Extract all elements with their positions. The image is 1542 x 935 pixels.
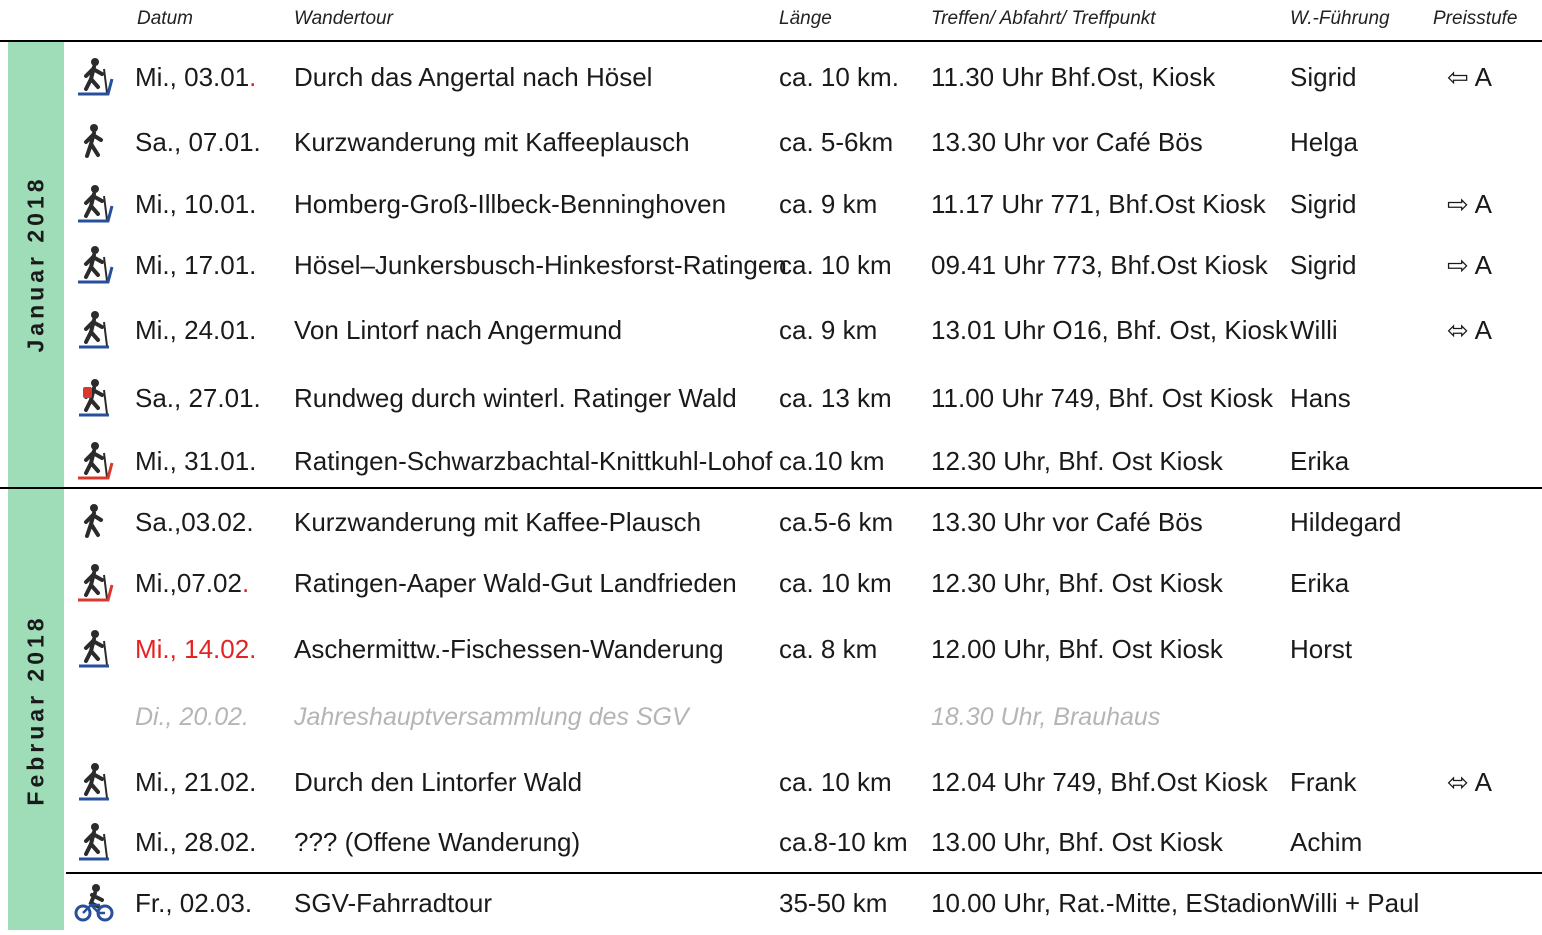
tour-length: ca.8-10 km xyxy=(779,827,908,857)
tour-name: Von Lintorf nach Angermund xyxy=(294,315,623,345)
tour-meeting-point: 13.01 Uhr O16, Bhf. Ost, Kiosk xyxy=(931,315,1288,345)
tour-meeting-point: 11.00 Uhr 749, Bhf. Ost Kiosk xyxy=(931,383,1274,413)
tour-name: Durch das Angertal nach Hösel xyxy=(294,62,653,92)
tour-row xyxy=(0,368,1542,428)
tour-date xyxy=(135,174,256,234)
event-row xyxy=(0,687,1542,747)
tour-length: ca.5-6 km xyxy=(779,507,894,537)
walker-icon xyxy=(74,502,114,542)
tour-date xyxy=(135,873,252,933)
tour-length: ca. 13 km xyxy=(779,383,892,413)
tour-leader: Sigrid xyxy=(1290,189,1357,219)
hiker-hill-icon xyxy=(74,184,114,224)
tour-leader: Helga xyxy=(1290,127,1358,157)
header-fuehrung: W.-Führung xyxy=(1290,8,1390,29)
tour-meeting-point: 13.30 Uhr vor Café Bös xyxy=(931,507,1203,537)
tour-meeting-point: 12.04 Uhr 749, Bhf.Ost Kiosk xyxy=(931,767,1268,797)
tour-date-text: Sa., 07.01. xyxy=(135,127,261,157)
tour-row xyxy=(0,492,1542,552)
header-wandertour: Wandertour xyxy=(294,8,393,29)
tour-meeting-point: 11.30 Uhr Bhf.Ost, Kiosk xyxy=(931,62,1216,92)
hiker-poles-icon xyxy=(74,762,114,802)
tour-leader: Erika xyxy=(1290,446,1350,476)
tour-name: SGV-Fahrradtour xyxy=(294,888,492,918)
tour-length: ca. 9 km xyxy=(779,315,878,345)
tour-name: Durch den Lintorfer Wald xyxy=(294,767,583,797)
tour-price-level: ⇨ A xyxy=(1447,189,1492,219)
tour-name: Jahreshauptversammlung des SGV xyxy=(294,703,689,731)
month-label-januar: Januar 2018 xyxy=(22,175,49,353)
tour-leader: Willi + Paul xyxy=(1290,888,1420,918)
tour-row xyxy=(0,235,1542,295)
tour-row xyxy=(0,619,1542,679)
tour-date-text: Mi., 31.01. xyxy=(135,446,257,476)
header-treffen: Treffen/ Abfahrt/ Treffpunkt xyxy=(931,8,1156,29)
walker-icon xyxy=(74,122,114,162)
hiker-hill-icon xyxy=(74,245,114,285)
tour-date xyxy=(135,492,254,552)
tour-date-text: Mi.,07.02 xyxy=(135,568,242,598)
tour-date-text: Mi., 14.02. xyxy=(135,634,257,664)
tour-meeting-point: 13.30 Uhr vor Café Bös xyxy=(931,127,1203,157)
tour-date xyxy=(135,235,256,295)
tour-leader: Erika xyxy=(1290,568,1350,598)
tour-date-text: Mi., 28.02. xyxy=(135,827,257,857)
tour-leader: Sigrid xyxy=(1290,250,1357,280)
tour-length: ca. 10 km xyxy=(779,767,892,797)
tour-date-text: Sa.,03.02. xyxy=(135,507,254,537)
tour-date xyxy=(135,812,256,872)
tour-date xyxy=(135,619,256,679)
tour-date-text: Mi., 24.01. xyxy=(135,315,257,345)
header-preisstufe: Preisstufe xyxy=(1433,8,1518,29)
tour-price-level: ⬄ A xyxy=(1447,767,1492,797)
header-datum: Datum xyxy=(137,8,193,29)
tour-date-text: Mi., 21.02. xyxy=(135,767,257,797)
tour-leader: Hildegard xyxy=(1290,507,1402,537)
tour-row xyxy=(0,112,1542,172)
tour-name: Aschermittw.-Fischessen-Wanderung xyxy=(294,634,724,664)
hiker-red-hill-icon xyxy=(74,563,114,603)
tour-meeting-point: 18.30 Uhr, Brauhaus xyxy=(931,703,1161,731)
table-top-rule xyxy=(0,40,1542,42)
tour-date xyxy=(135,368,261,428)
tour-length: ca. 10 km. xyxy=(779,62,899,92)
tour-leader: Sigrid xyxy=(1290,62,1357,92)
tour-date-text: Di., 20.02. xyxy=(135,703,249,731)
tour-length: ca.10 km xyxy=(779,446,885,476)
tour-length: ca. 9 km xyxy=(779,189,878,219)
tour-date xyxy=(135,112,261,172)
header-laenge: Länge xyxy=(779,8,832,29)
tour-date xyxy=(135,752,256,812)
tour-price-level: ⇦ A xyxy=(1447,62,1492,92)
hiker-backpack-icon xyxy=(74,378,114,418)
hiker-poles-icon xyxy=(74,822,114,862)
hiker-poles-icon xyxy=(74,310,114,350)
tour-name: Ratingen-Schwarzbachtal-Knittkuhl-Lohof xyxy=(294,446,773,476)
tour-date-suffix: . xyxy=(241,568,250,598)
tour-name: Kurzwanderung mit Kaffeeplausch xyxy=(294,127,690,157)
tour-length: ca. 10 km xyxy=(779,250,892,280)
month-label-februar: Februar 2018 xyxy=(22,613,49,806)
tour-row xyxy=(0,47,1542,107)
tour-leader: Horst xyxy=(1290,634,1353,664)
tour-row xyxy=(0,752,1542,812)
tour-price-level: ⇨ A xyxy=(1447,250,1492,280)
tour-row xyxy=(0,553,1542,613)
tour-name: Ratingen-Aaper Wald-Gut Landfrieden xyxy=(294,568,737,598)
tour-date xyxy=(135,300,256,360)
tour-meeting-point: 12.30 Uhr, Bhf. Ost Kiosk xyxy=(931,568,1223,598)
tour-length: 35-50 km xyxy=(779,888,888,918)
tour-name: ??? (Offene Wanderung) xyxy=(294,827,581,857)
tour-date-text: Mi., 10.01. xyxy=(135,189,257,219)
tour-meeting-point: 12.00 Uhr, Bhf. Ost Kiosk xyxy=(931,634,1223,664)
tour-row xyxy=(0,174,1542,234)
tour-meeting-point: 12.30 Uhr, Bhf. Ost Kiosk xyxy=(931,446,1223,476)
tour-row xyxy=(0,300,1542,360)
tour-name: Homberg-Groß-Illbeck-Benninghoven xyxy=(294,189,727,219)
tour-leader: Frank xyxy=(1290,767,1357,797)
tour-date-text: Sa., 27.01. xyxy=(135,383,261,413)
tour-date xyxy=(135,687,249,747)
cyclist-icon xyxy=(74,883,114,923)
tour-meeting-point: 11.17 Uhr 771, Bhf.Ost Kiosk xyxy=(931,189,1266,219)
tour-leader: Achim xyxy=(1290,827,1363,857)
tour-date-text: Fr., 02.03. xyxy=(135,888,253,918)
tour-name: Hösel–Junkersbusch-Hinkesforst-Ratingen xyxy=(294,250,787,280)
tour-meeting-point: 13.00 Uhr, Bhf. Ost Kiosk xyxy=(931,827,1223,857)
tour-leader: Willi xyxy=(1290,315,1338,345)
tour-date xyxy=(135,431,256,491)
tour-row xyxy=(0,431,1542,491)
tour-date xyxy=(135,47,256,107)
tour-name: Rundweg durch winterl. Ratinger Wald xyxy=(294,383,737,413)
tour-date-suffix: . xyxy=(249,62,257,92)
tour-meeting-point: 09.41 Uhr 773, Bhf.Ost Kiosk xyxy=(931,250,1268,280)
tour-leader: Hans xyxy=(1290,383,1351,413)
tour-name: Kurzwanderung mit Kaffee-Plausch xyxy=(294,507,702,537)
tour-price-level: ⬄ A xyxy=(1447,315,1492,345)
hiker-poles-icon xyxy=(74,629,114,669)
tour-length: ca. 8 km xyxy=(779,634,878,664)
tour-length: ca. 5-6km xyxy=(779,127,894,157)
tour-meeting-point: 10.00 Uhr, Rat.-Mitte, EStadion xyxy=(931,888,1291,918)
hiker-red-hill-icon xyxy=(74,441,114,481)
hiker-hill-icon xyxy=(74,57,114,97)
tour-length: ca. 10 km xyxy=(779,568,892,598)
tour-date-text: Mi., 17.01. xyxy=(135,250,257,280)
tour-date xyxy=(135,553,249,613)
tour-row xyxy=(0,873,1542,933)
tour-date-text: Mi., 03.01 xyxy=(135,62,250,92)
tour-row xyxy=(0,812,1542,872)
